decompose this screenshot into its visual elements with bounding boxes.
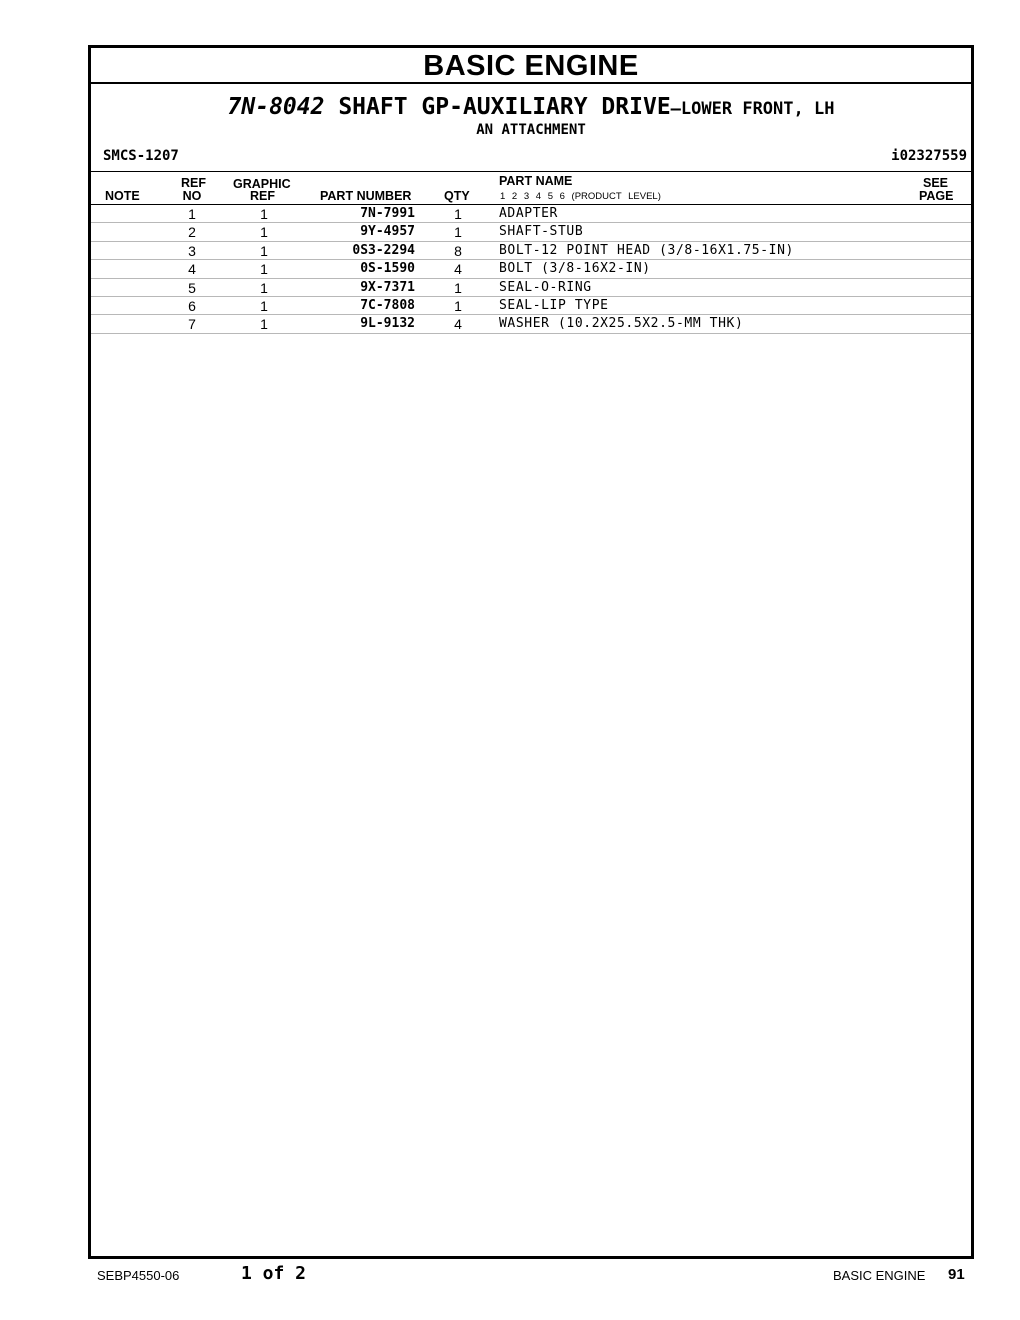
quantity: 4 [454, 261, 462, 278]
ref-no: 6 [188, 297, 196, 314]
part-number: 7C-7808 [360, 297, 415, 313]
quantity: 1 [454, 224, 462, 241]
quantity: 4 [454, 316, 462, 333]
part-name: ADAPTER [499, 206, 558, 221]
group-name: SHAFT GP-AUXILIARY DRIVE [338, 94, 671, 120]
table-row [91, 297, 971, 315]
table-row [91, 260, 971, 278]
table-row [91, 205, 971, 223]
table-row [91, 223, 971, 241]
document-number: SEBP4550-06 [97, 1268, 180, 1283]
graphic-ref: 1 [260, 279, 268, 296]
part-number: 7N-7991 [360, 206, 415, 221]
part-name: BOLT (3/8-16X2-IN) [499, 261, 651, 277]
group-title [91, 93, 971, 121]
page-number: 91 [948, 1266, 965, 1283]
group-subname: LOWER FRONT, LH [680, 99, 835, 119]
smcs-code: SMCS-1207 [103, 148, 179, 164]
graphic-ref: 1 [260, 316, 268, 333]
graphic-ref: 1 [260, 242, 268, 259]
page-of-label: 1 of 2 [241, 1263, 307, 1284]
part-name: SHAFT-STUB [499, 224, 584, 240]
footer-section-name: BASIC ENGINE [833, 1268, 926, 1283]
part-number: 9Y-4957 [360, 224, 415, 240]
table-header [91, 172, 971, 205]
header-ref: REF [181, 176, 206, 190]
part-name: SEAL-O-RING [499, 279, 592, 295]
part-number: 0S3-2294 [352, 242, 415, 258]
meta-row [91, 147, 971, 172]
part-number: 9L-9132 [360, 316, 415, 332]
parts-table-body [91, 205, 971, 334]
illustration-ref: i02327559 [891, 148, 967, 164]
graphic-ref: 1 [260, 224, 268, 241]
header-page: PAGE [919, 189, 954, 203]
group-dash: — [670, 99, 681, 119]
quantity: 8 [454, 242, 462, 259]
quantity: 1 [454, 297, 462, 314]
ref-no: 3 [188, 242, 196, 259]
ref-no: 5 [188, 279, 196, 296]
graphic-ref: 1 [260, 206, 268, 222]
part-name: SEAL-LIP TYPE [499, 297, 609, 313]
table-row [91, 279, 971, 297]
header-ref-no: NO [182, 189, 202, 203]
table-row [91, 315, 971, 333]
header-see: SEE [923, 176, 949, 190]
header-part-name: PART NAME [499, 174, 573, 188]
header-graphic-ref: REF [250, 189, 275, 203]
group-part-number: 7N-8042 [227, 94, 325, 120]
part-number: 0S-1590 [360, 261, 415, 277]
table-row [91, 242, 971, 260]
graphic-ref: 1 [260, 261, 268, 278]
ref-no: 2 [188, 224, 196, 241]
header-note: NOTE [105, 189, 140, 203]
attachment-label: AN ATTACHMENT [476, 122, 586, 138]
quantity: 1 [454, 279, 462, 296]
ref-no: 4 [188, 261, 196, 278]
section-title: BASIC ENGINE [91, 48, 971, 84]
parts-list-frame [88, 45, 974, 1259]
quantity: 1 [454, 206, 462, 222]
ref-no: 7 [188, 316, 196, 333]
part-name: BOLT-12 POINT HEAD (3/8-16X1.75-IN) [499, 242, 794, 258]
header-part-number: PART NUMBER [320, 189, 412, 203]
part-name: WASHER (10.2X25.5X2.5-MM THK) [499, 316, 744, 332]
ref-no: 1 [188, 206, 196, 222]
header-product-levels: 1 2 3 4 5 6 (PRODUCT LEVEL) [500, 191, 661, 202]
header-graphic: GRAPHIC [233, 177, 291, 191]
graphic-ref: 1 [260, 297, 268, 314]
header-qty: QTY [444, 189, 470, 203]
part-number: 9X-7371 [360, 279, 415, 295]
